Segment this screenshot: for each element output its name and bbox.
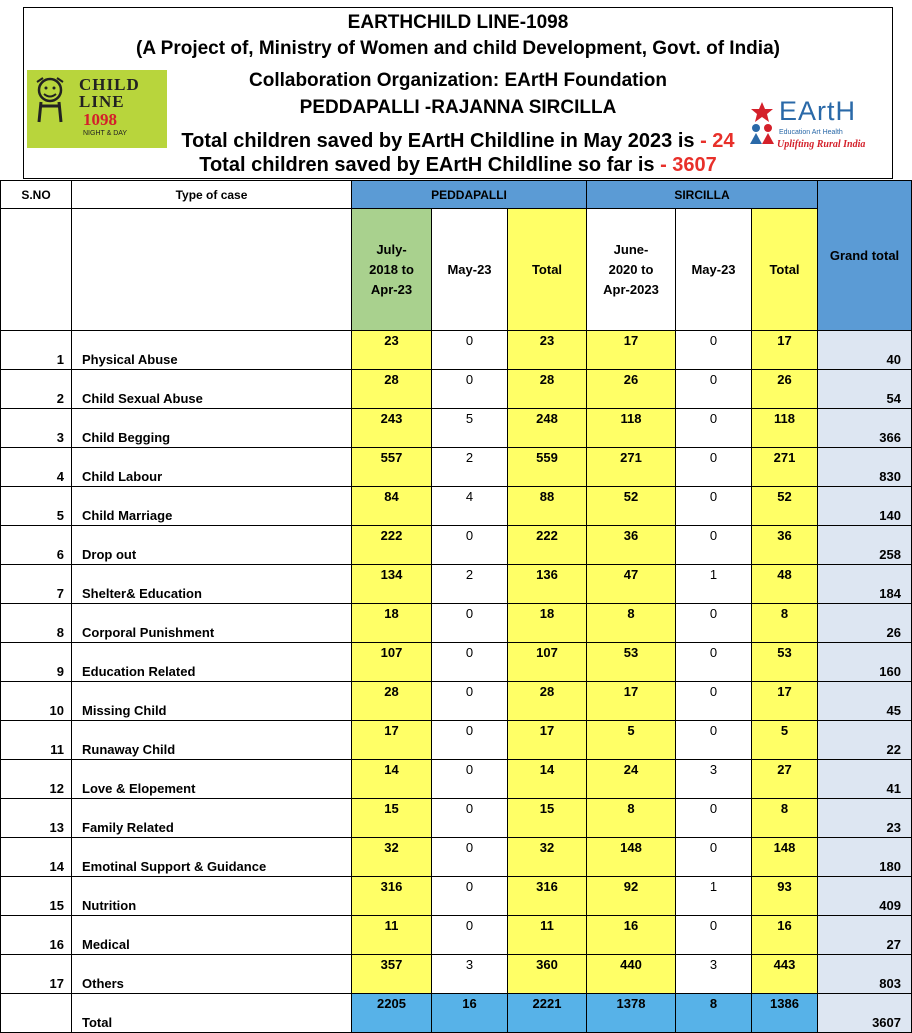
row-peddapalli-total: 23 — [508, 331, 587, 370]
row-case-type: Corporal Punishment — [72, 604, 352, 643]
row-case-type: Love & Elopement — [72, 760, 352, 799]
total-sircilla-may: 8 — [676, 994, 752, 1033]
row-peddapalli-total: 28 — [508, 682, 587, 721]
table-row — [1, 916, 912, 955]
sub-header-peddapalli-cumulative: July-2018 to Apr-23 — [352, 209, 432, 331]
header-overall-total-line — [24, 154, 892, 177]
row-grand-total: 258 — [818, 526, 912, 565]
row-sircilla-cumulative: 24 — [587, 760, 676, 799]
row-sno: 4 — [1, 448, 72, 487]
table-row — [1, 370, 912, 409]
total-sircilla-total: 1386 — [752, 994, 818, 1033]
row-sircilla-total: 8 — [752, 604, 818, 643]
row-sno: 9 — [1, 643, 72, 682]
row-sircilla-may: 0 — [676, 604, 752, 643]
row-peddapalli-total: 360 — [508, 955, 587, 994]
row-sno: 12 — [1, 760, 72, 799]
may-total-prefix: Total children saved by EArtH Childline in May 2023 is — [181, 130, 701, 152]
row-sircilla-may: 0 — [676, 643, 752, 682]
row-sno: 15 — [1, 877, 72, 916]
row-sircilla-may: 0 — [676, 838, 752, 877]
table-body — [1, 331, 912, 994]
row-peddapalli-total: 136 — [508, 565, 587, 604]
row-peddapalli-total: 559 — [508, 448, 587, 487]
report-header — [23, 7, 893, 179]
total-peddapalli-cumulative: 2205 — [352, 994, 432, 1033]
row-sno: 2 — [1, 370, 72, 409]
table-row — [1, 838, 912, 877]
row-peddapalli-may: 0 — [432, 838, 508, 877]
header-project-line: (A Project of, Ministry of Women and child Development, Govt. of India) — [136, 38, 780, 59]
row-sircilla-total: 27 — [752, 760, 818, 799]
table-row — [1, 526, 912, 565]
row-sircilla-cumulative: 440 — [587, 955, 676, 994]
row-sircilla-total: 53 — [752, 643, 818, 682]
header-location-line: PEDDAPALLI -RAJANNA SIRCILLA — [299, 97, 617, 118]
row-grand-total: 40 — [818, 331, 912, 370]
row-sircilla-total: 271 — [752, 448, 818, 487]
total-label: Total — [72, 994, 352, 1033]
row-peddapalli-may: 0 — [432, 370, 508, 409]
row-grand-total: 54 — [818, 370, 912, 409]
row-peddapalli-cumulative: 15 — [352, 799, 432, 838]
row-peddapalli-may: 0 — [432, 331, 508, 370]
row-sno: 17 — [1, 955, 72, 994]
table-row — [1, 799, 912, 838]
row-sircilla-may: 0 — [676, 682, 752, 721]
row-sircilla-may: 0 — [676, 526, 752, 565]
row-sircilla-total: 118 — [752, 409, 818, 448]
sub-header-empty — [72, 209, 352, 331]
row-case-type: Drop out — [72, 526, 352, 565]
row-peddapalli-may: 3 — [432, 955, 508, 994]
header-peddapalli: PEDDAPALLI — [352, 181, 587, 209]
header-title: EARTHCHILD LINE-1098 — [347, 12, 569, 33]
row-grand-total: 180 — [818, 838, 912, 877]
row-peddapalli-cumulative: 17 — [352, 721, 432, 760]
total-grand-total: 3607 — [818, 994, 912, 1033]
row-sircilla-total: 17 — [752, 331, 818, 370]
table-row — [1, 604, 912, 643]
row-grand-total: 160 — [818, 643, 912, 682]
row-sircilla-cumulative: 26 — [587, 370, 676, 409]
earth-figures-icon — [747, 100, 777, 148]
row-grand-total: 184 — [818, 565, 912, 604]
row-sircilla-may: 0 — [676, 487, 752, 526]
row-sircilla-total: 48 — [752, 565, 818, 604]
row-sircilla-cumulative: 8 — [587, 604, 676, 643]
row-sircilla-may: 0 — [676, 409, 752, 448]
row-peddapalli-may: 0 — [432, 721, 508, 760]
row-case-type: Education Related — [72, 643, 352, 682]
row-case-type: Medical — [72, 916, 352, 955]
row-sircilla-may: 3 — [676, 760, 752, 799]
row-grand-total: 45 — [818, 682, 912, 721]
row-sircilla-may: 0 — [676, 799, 752, 838]
earth-tagline: Uplifting Rural India — [777, 139, 866, 150]
row-case-type: Physical Abuse — [72, 331, 352, 370]
table-row — [1, 331, 912, 370]
row-sno: 5 — [1, 487, 72, 526]
row-sircilla-may: 3 — [676, 955, 752, 994]
table-row — [1, 643, 912, 682]
row-case-type: Nutrition — [72, 877, 352, 916]
row-grand-total: 27 — [818, 916, 912, 955]
row-sircilla-cumulative: 17 — [587, 331, 676, 370]
row-peddapalli-may: 0 — [432, 682, 508, 721]
row-sno: 10 — [1, 682, 72, 721]
header-sno: S.NO — [1, 181, 72, 209]
row-grand-total: 409 — [818, 877, 912, 916]
row-peddapalli-total: 88 — [508, 487, 587, 526]
row-peddapalli-cumulative: 107 — [352, 643, 432, 682]
row-peddapalli-cumulative: 357 — [352, 955, 432, 994]
table-row — [1, 682, 912, 721]
row-peddapalli-total: 248 — [508, 409, 587, 448]
row-case-type: Child Sexual Abuse — [72, 370, 352, 409]
row-sircilla-may: 1 — [676, 877, 752, 916]
row-sircilla-cumulative: 17 — [587, 682, 676, 721]
table-row — [1, 877, 912, 916]
row-sircilla-total: 8 — [752, 799, 818, 838]
row-grand-total: 23 — [818, 799, 912, 838]
sub-header-sircilla-may: May-23 — [676, 209, 752, 331]
row-grand-total: 22 — [818, 721, 912, 760]
row-sircilla-total: 16 — [752, 916, 818, 955]
row-grand-total: 26 — [818, 604, 912, 643]
row-peddapalli-may: 4 — [432, 487, 508, 526]
row-sircilla-cumulative: 8 — [587, 799, 676, 838]
header-type: Type of case — [72, 181, 352, 209]
row-sircilla-may: 0 — [676, 370, 752, 409]
row-grand-total: 366 — [818, 409, 912, 448]
row-sircilla-may: 0 — [676, 721, 752, 760]
row-sno: 1 — [1, 331, 72, 370]
row-peddapalli-cumulative: 28 — [352, 370, 432, 409]
childline-logo — [27, 70, 167, 148]
row-peddapalli-may: 5 — [432, 409, 508, 448]
row-sircilla-total: 148 — [752, 838, 818, 877]
row-sircilla-cumulative: 47 — [587, 565, 676, 604]
sub-header-empty — [1, 209, 72, 331]
row-sno: 8 — [1, 604, 72, 643]
row-peddapalli-cumulative: 28 — [352, 682, 432, 721]
row-sircilla-cumulative: 92 — [587, 877, 676, 916]
row-sircilla-cumulative: 271 — [587, 448, 676, 487]
row-sno: 3 — [1, 409, 72, 448]
total-peddapalli-may: 16 — [432, 994, 508, 1033]
row-case-type: Runaway Child — [72, 721, 352, 760]
row-sircilla-total: 17 — [752, 682, 818, 721]
row-peddapalli-total: 14 — [508, 760, 587, 799]
row-peddapalli-total: 107 — [508, 643, 587, 682]
row-sircilla-cumulative: 148 — [587, 838, 676, 877]
row-peddapalli-total: 32 — [508, 838, 587, 877]
row-peddapalli-cumulative: 134 — [352, 565, 432, 604]
table-row — [1, 721, 912, 760]
row-peddapalli-total: 15 — [508, 799, 587, 838]
table-row — [1, 448, 912, 487]
row-sno: 13 — [1, 799, 72, 838]
row-case-type: Child Begging — [72, 409, 352, 448]
row-peddapalli-may: 0 — [432, 877, 508, 916]
row-case-type: Missing Child — [72, 682, 352, 721]
total-row — [1, 994, 912, 1033]
row-peddapalli-total: 18 — [508, 604, 587, 643]
row-peddapalli-may: 2 — [432, 565, 508, 604]
header-grand-total: Grand total — [818, 181, 912, 331]
table-row — [1, 409, 912, 448]
sub-header-peddapalli-total: Total — [508, 209, 587, 331]
row-sircilla-may: 0 — [676, 916, 752, 955]
row-grand-total: 803 — [818, 955, 912, 994]
row-peddapalli-total: 222 — [508, 526, 587, 565]
row-peddapalli-cumulative: 23 — [352, 331, 432, 370]
cases-table — [0, 180, 912, 1033]
may-total-value: - 24 — [700, 130, 735, 152]
row-peddapalli-cumulative: 11 — [352, 916, 432, 955]
row-peddapalli-cumulative: 557 — [352, 448, 432, 487]
row-sircilla-may: 0 — [676, 331, 752, 370]
row-peddapalli-may: 0 — [432, 526, 508, 565]
row-sircilla-cumulative: 36 — [587, 526, 676, 565]
table-row — [1, 760, 912, 799]
total-sno — [1, 994, 72, 1033]
sub-header-sircilla-cumulative: June-2020 to Apr-2023 — [587, 209, 676, 331]
row-peddapalli-cumulative: 316 — [352, 877, 432, 916]
row-sircilla-cumulative: 118 — [587, 409, 676, 448]
row-sircilla-total: 52 — [752, 487, 818, 526]
row-grand-total: 830 — [818, 448, 912, 487]
row-sno: 16 — [1, 916, 72, 955]
row-peddapalli-total: 17 — [508, 721, 587, 760]
row-peddapalli-cumulative: 18 — [352, 604, 432, 643]
row-case-type: Shelter& Education — [72, 565, 352, 604]
row-peddapalli-total: 11 — [508, 916, 587, 955]
childline-number: 1098 — [83, 110, 117, 129]
row-peddapalli-total: 316 — [508, 877, 587, 916]
childline-wordmark: CHILD LINE — [79, 75, 140, 111]
row-sircilla-total: 36 — [752, 526, 818, 565]
row-peddapalli-cumulative: 84 — [352, 487, 432, 526]
row-case-type: Emotinal Support & Guidance — [72, 838, 352, 877]
row-peddapalli-cumulative: 32 — [352, 838, 432, 877]
sub-header-peddapalli-may: May-23 — [432, 209, 508, 331]
row-sircilla-cumulative: 52 — [587, 487, 676, 526]
row-peddapalli-total: 28 — [508, 370, 587, 409]
row-sircilla-may: 1 — [676, 565, 752, 604]
earth-wordmark: EArtH — [779, 96, 857, 126]
sub-header-sircilla-total: Total — [752, 209, 818, 331]
table-row — [1, 487, 912, 526]
row-case-type: Family Related — [72, 799, 352, 838]
row-sircilla-total: 443 — [752, 955, 818, 994]
row-case-type: Child Labour — [72, 448, 352, 487]
row-peddapalli-cumulative: 222 — [352, 526, 432, 565]
row-grand-total: 41 — [818, 760, 912, 799]
child-face-icon — [33, 76, 67, 124]
row-sircilla-may: 0 — [676, 448, 752, 487]
row-sno: 14 — [1, 838, 72, 877]
row-peddapalli-cumulative: 14 — [352, 760, 432, 799]
row-peddapalli-cumulative: 243 — [352, 409, 432, 448]
row-sircilla-total: 26 — [752, 370, 818, 409]
row-sircilla-cumulative: 53 — [587, 643, 676, 682]
row-sircilla-total: 5 — [752, 721, 818, 760]
overall-total-value: - 3607 — [660, 154, 717, 176]
row-sircilla-cumulative: 16 — [587, 916, 676, 955]
row-peddapalli-may: 0 — [432, 799, 508, 838]
row-case-type: Child Marriage — [72, 487, 352, 526]
earth-subtitle: Education Art Health — [779, 129, 843, 136]
row-sircilla-cumulative: 5 — [587, 721, 676, 760]
total-peddapalli-total: 2221 — [508, 994, 587, 1033]
header-sircilla: SIRCILLA — [587, 181, 818, 209]
earth-logo — [747, 96, 892, 156]
row-peddapalli-may: 0 — [432, 604, 508, 643]
row-peddapalli-may: 0 — [432, 916, 508, 955]
row-sircilla-total: 93 — [752, 877, 818, 916]
row-peddapalli-may: 2 — [432, 448, 508, 487]
table-row — [1, 565, 912, 604]
row-grand-total: 140 — [818, 487, 912, 526]
row-peddapalli-may: 0 — [432, 643, 508, 682]
row-sno: 6 — [1, 526, 72, 565]
overall-total-prefix: Total children saved by EArtH Childline so far is — [199, 154, 661, 176]
row-case-type: Others — [72, 955, 352, 994]
row-sno: 7 — [1, 565, 72, 604]
table-row — [1, 955, 912, 994]
row-sno: 11 — [1, 721, 72, 760]
header-collaboration-line: Collaboration Organization: EArtH Foundation — [249, 70, 667, 91]
row-peddapalli-may: 0 — [432, 760, 508, 799]
childline-tagline: NIGHT & DAY — [83, 130, 128, 137]
total-sircilla-cumulative: 1378 — [587, 994, 676, 1033]
